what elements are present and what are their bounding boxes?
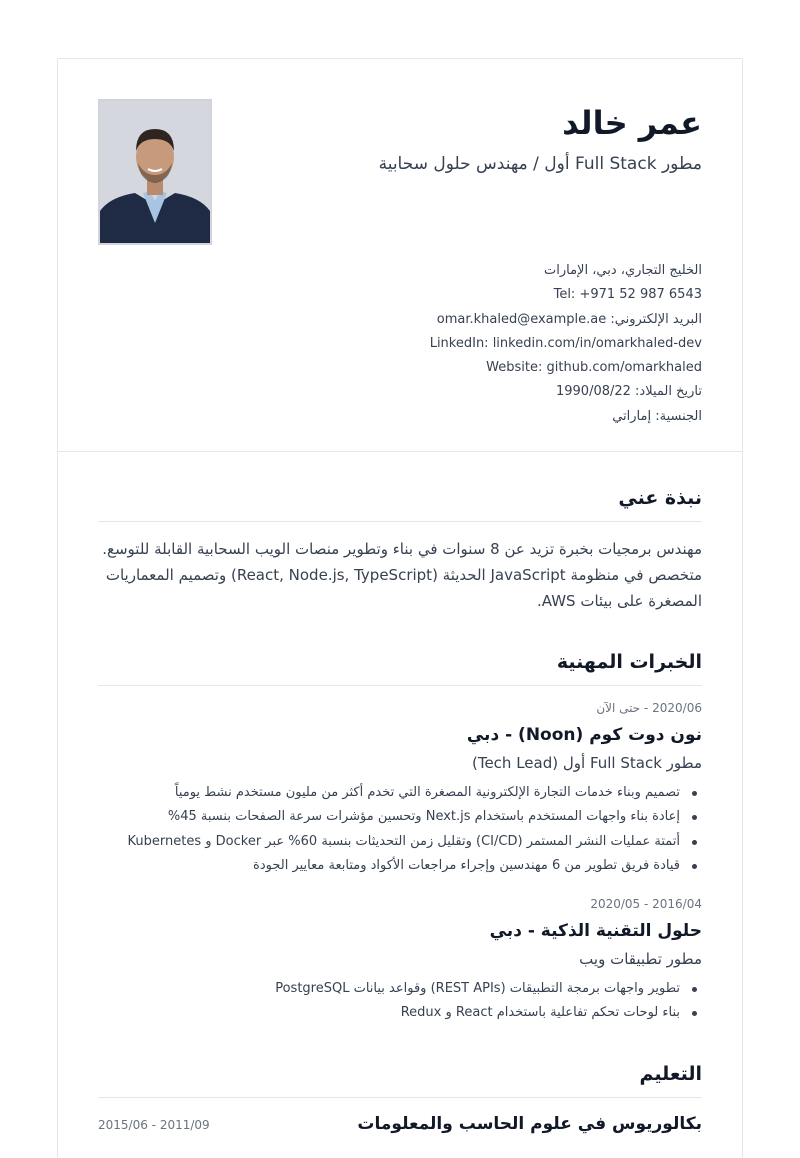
contact-phone: Tel: +971 52 987 6543 <box>553 287 702 303</box>
contact-address: الخليج التجاري، دبي، الإمارات <box>544 263 702 278</box>
contact-email: البريد الإلكتروني: omar.khaled@example.ae <box>436 311 702 327</box>
job-company: حلول التقنية الذكية - دبي <box>489 921 702 942</box>
education-section <box>98 1060 702 1138</box>
job-role: مطور Full Stack أول (Tech Lead) <box>471 754 702 772</box>
about-heading: نبذة عني <box>98 484 702 522</box>
resume-header <box>58 59 742 452</box>
job-company: نون دوت كوم (Noon) - دبي <box>466 725 702 745</box>
education-date: 2011/09 - 2015/06 <box>98 1117 210 1132</box>
experience-section <box>98 648 702 1026</box>
job-achievements <box>98 781 702 878</box>
job-role: مطور تطبيقات ويب <box>579 950 702 969</box>
contact-birthdate: تاريخ الميلاد: 1990/08/22 <box>555 384 702 400</box>
resume-body <box>58 452 742 1138</box>
portrait-illustration <box>100 101 210 243</box>
education-heading: التعليم <box>98 1060 702 1098</box>
contact-list <box>430 259 702 429</box>
candidate-name: عمر خالد <box>562 104 702 142</box>
experience-heading: الخبرات المهنية <box>98 648 702 686</box>
contact-nationality: الجنسية: إماراتي <box>612 408 702 424</box>
job-entry <box>98 698 702 878</box>
contact-linkedin: LinkedIn: linkedin.com/in/omarkhaled-dev <box>429 335 702 351</box>
achievement-item: تطوير واجهات برمجة التطبيقات (REST APIs) وقواعد بيانات PostgreSQL <box>98 977 702 1001</box>
job-date: 2016/04 - 2020/05 <box>590 897 702 912</box>
job-date: 2020/06 - حتى الآن <box>596 701 702 715</box>
resume-page <box>57 58 743 1158</box>
contact-website: Website: github.com/omarkhaled <box>486 360 702 376</box>
job-title: مطور Full Stack أول / مهندس حلول سحابية <box>378 154 702 174</box>
achievement-item: أتمتة عمليات النشر المستمر (CI/CD) وتقليل زمن التحديثات بنسبة 60% عبر Docker و Kubernetes <box>98 830 702 854</box>
job-entry <box>98 894 702 1026</box>
achievement-item: إعادة بناء واجهات المستخدم باستخدام Next.js وتحسين مؤشرات سرعة الصفحات بنسبة 45% <box>98 805 702 829</box>
education-entry <box>98 1110 702 1138</box>
education-degree: بكالوريوس في علوم الحاسب والمعلومات <box>357 1113 702 1134</box>
about-text: مهندس برمجيات بخبرة تزيد عن 8 سنوات في بناء وتطوير منصات الويب السحابية القابلة للتوسع. متخصص في منظومة JavaScript الحديثة (React, Node.js, TypeScript) وتصميم المعماريات المصغرة على بيئات AWS. <box>102 540 702 610</box>
job-achievements <box>98 977 702 1026</box>
achievement-item: تصميم وبناء خدمات التجارة الإلكترونية المصغرة التي تخدم أكثر من مليون مستخدم نشط يومياً <box>98 781 702 805</box>
profile-photo <box>98 99 212 245</box>
achievement-item: بناء لوحات تحكم تفاعلية باستخدام React و Redux <box>98 1001 702 1025</box>
achievement-item: قيادة فريق تطوير من 6 مهندسين وإجراء مراجعات الأكواد ومتابعة معايير الجودة <box>98 854 702 878</box>
about-section <box>98 484 702 614</box>
